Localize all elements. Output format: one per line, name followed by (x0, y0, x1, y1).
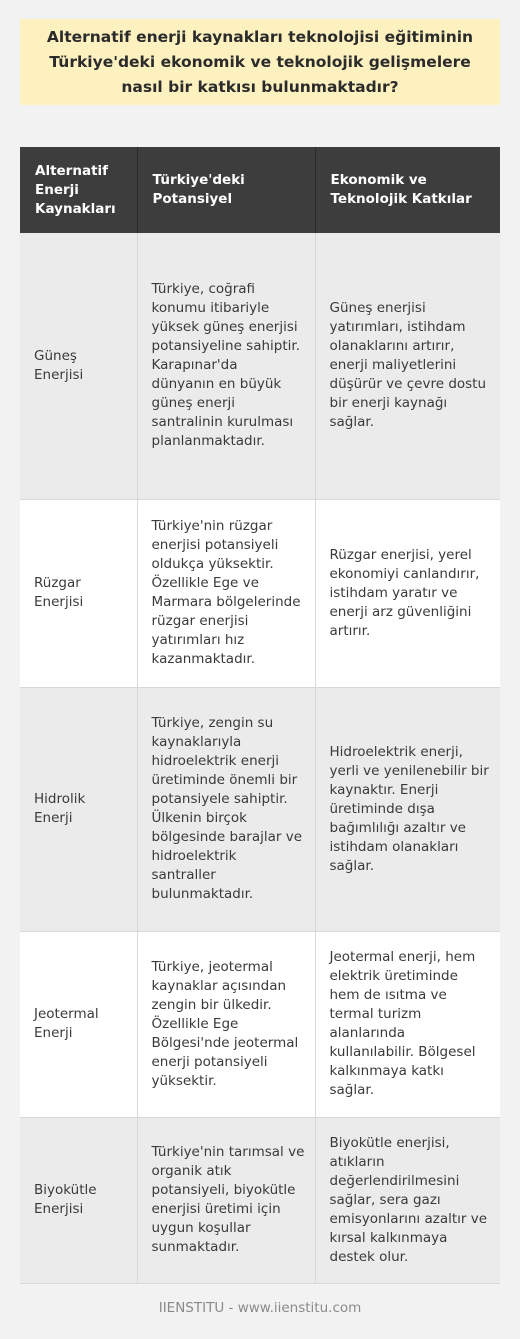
energy-table (20, 147, 500, 1284)
cell-source: Biyokütle Enerjisi (20, 1117, 137, 1283)
column-header-contribution: Ekonomik ve Teknolojik Katkılar (315, 147, 500, 233)
cell-contribution: Biyokütle enerjisi, atıkların değerlendirilmesini sağlar, sera gazı emisyonlarını azaltır ve kırsal kalkınmaya destek olur. (315, 1117, 500, 1283)
cell-source: Hidrolik Enerji (20, 687, 137, 931)
title-banner (20, 19, 500, 105)
cell-potential: Türkiye'nin rüzgar enerjisi potansiyeli oldukça yüksektir. Özellikle Ege ve Marmara bölgelerinde rüzgar enerjisi yatırımları hız kazanmaktadır. (137, 499, 315, 687)
cell-contribution: Jeotermal enerji, hem elektrik üretiminde hem de ısıtma ve termal turizm alanlarında kullanılabilir. Bölgesel kalkınmaya katkı sağlar. (315, 931, 500, 1117)
table-row (20, 233, 500, 499)
cell-potential: Türkiye, coğrafi konumu itibariyle yüksek güneş enerjisi potansiyeline sahiptir. Karapınar'da dünyanın en büyük güneş enerji santralinin kurulması planlanmaktadır. (137, 233, 315, 499)
page-title: Alternatif enerji kaynakları teknolojisi eğitiminin Türkiye'deki ekonomik ve teknolojik gelişmelere nasıl bir katkısı bulunmaktadır? (46, 27, 474, 96)
table-header-row (20, 147, 500, 233)
column-header-source: Alternatif Enerji Kaynakları (20, 147, 137, 233)
table-row (20, 1117, 500, 1283)
cell-contribution: Rüzgar enerjisi, yerel ekonomiyi canlandırır, istihdam yaratır ve enerji arz güvenliğini artırır. (315, 499, 500, 687)
cell-source: Güneş Enerjisi (20, 233, 137, 499)
table-row (20, 931, 500, 1117)
cell-source: Rüzgar Enerjisi (20, 499, 137, 687)
table-row (20, 499, 500, 687)
cell-potential: Türkiye, jeotermal kaynaklar açısından zengin bir ülkedir. Özellikle Ege Bölgesi'nde jeotermal enerji potansiyeli yüksektir. (137, 931, 315, 1117)
cell-potential: Türkiye'nin tarımsal ve organik atık potansiyeli, biyokütle enerjisi üretimi için uygun koşullar sunmaktadır. (137, 1117, 315, 1283)
cell-potential: Türkiye, zengin su kaynaklarıyla hidroelektrik enerji üretiminde önemli bir potansiyele sahiptir. Ülkenin birçok bölgesinde barajlar ve hidroelektrik santraller bulunmaktadır. (137, 687, 315, 931)
table-row (20, 687, 500, 931)
footer-credit: IIENSTITU - www.iienstitu.com (158, 1300, 362, 1316)
cell-contribution: Hidroelektrik enerji, yerli ve yenilenebilir bir kaynaktır. Enerji üretiminde dışa bağımlılığı azaltır ve istihdam olanakları sağlar. (315, 687, 500, 931)
cell-contribution: Güneş enerjisi yatırımları, istihdam olanaklarını artırır, enerji maliyetlerini düşürür ve çevre dostu bir enerji kaynağı sağlar. (315, 233, 500, 499)
column-header-potential: Türkiye'deki Potansiyel (137, 147, 315, 233)
cell-source: Jeotermal Enerji (20, 931, 137, 1117)
